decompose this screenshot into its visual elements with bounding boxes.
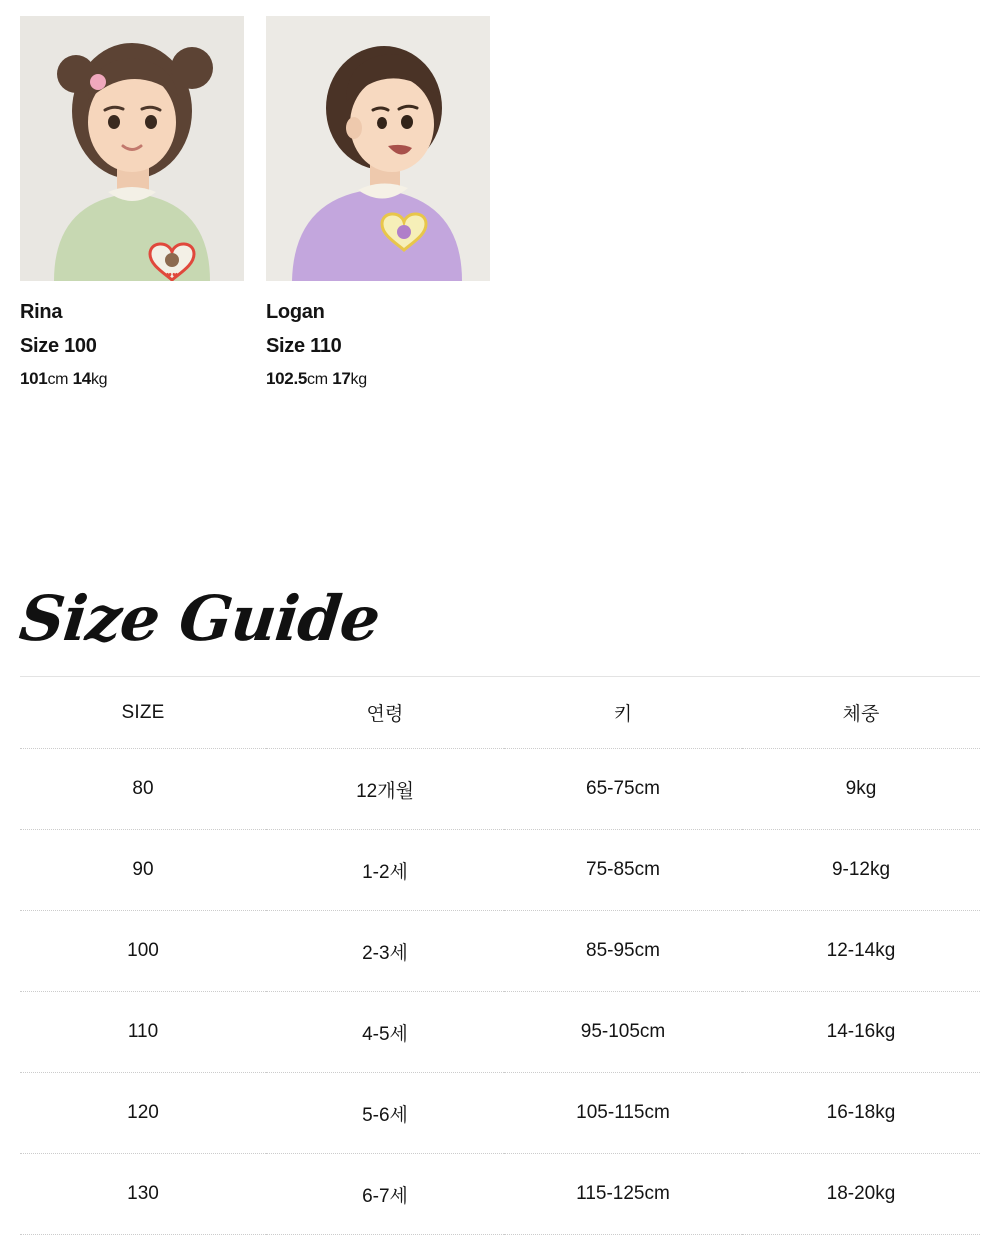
cell-size: 110 — [20, 992, 266, 1073]
model-name: Logan — [266, 301, 325, 323]
table-row — [20, 1073, 980, 1154]
page-title: Size Guide — [16, 582, 383, 655]
cell-weight: 9kg — [742, 749, 980, 830]
model-size-label: Size — [20, 335, 59, 357]
cell-size: 130 — [20, 1154, 266, 1235]
cell-size: 120 — [20, 1073, 266, 1154]
cell-size: 90 — [20, 830, 266, 911]
model-card-list — [20, 16, 490, 389]
model-weight-value: 14 — [72, 369, 91, 388]
model-size-value: 100 — [64, 335, 97, 357]
cell-age: 2-3세 — [266, 911, 504, 992]
cell-size: 100 — [20, 911, 266, 992]
svg-text:♥♥: ♥♥ — [165, 272, 179, 280]
model-height-unit: cm — [47, 371, 69, 388]
cell-age: 6-7세 — [266, 1154, 504, 1235]
table-header-row — [20, 677, 980, 749]
model-weight-unit: kg — [350, 371, 367, 388]
model-size — [20, 335, 244, 358]
cell-age: 5-6세 — [266, 1073, 504, 1154]
model-size — [266, 335, 490, 358]
cell-weight: 16-18kg — [742, 1073, 980, 1154]
table-row — [20, 749, 980, 830]
table-row — [20, 992, 980, 1073]
cell-age: 1-2세 — [266, 830, 504, 911]
cell-weight: 12-14kg — [742, 911, 980, 992]
child-model-photo-logan — [266, 16, 490, 281]
model-measurements — [266, 369, 490, 389]
model-size-value: 110 — [310, 335, 342, 357]
table-row — [20, 1154, 980, 1235]
model-height-unit: cm — [307, 371, 328, 388]
model-card — [20, 16, 244, 389]
cell-age: 12개월 — [266, 749, 504, 830]
model-size-label: Size — [266, 335, 305, 357]
cell-height: 65-75cm — [504, 749, 742, 830]
column-header-age: 연령 — [266, 677, 504, 749]
cell-height: 75-85cm — [504, 830, 742, 911]
model-name: Rina — [20, 301, 63, 323]
model-measurements — [20, 369, 244, 389]
cell-height: 105-115cm — [504, 1073, 742, 1154]
column-header-size: SIZE — [20, 677, 266, 749]
cell-weight: 14-16kg — [742, 992, 980, 1073]
cell-weight: 9-12kg — [742, 830, 980, 911]
table-row — [20, 830, 980, 911]
model-weight-unit: kg — [90, 371, 108, 388]
child-model-photo-rina — [20, 16, 244, 281]
cell-age: 4-5세 — [266, 992, 504, 1073]
model-height-value: 101 — [20, 369, 48, 388]
cell-height: 115-125cm — [504, 1154, 742, 1235]
cell-height: 85-95cm — [504, 911, 742, 992]
column-header-weight: 체중 — [742, 677, 980, 749]
cell-height: 95-105cm — [504, 992, 742, 1073]
cell-size: 80 — [20, 749, 266, 830]
cell-weight: 18-20kg — [742, 1154, 980, 1235]
model-card — [266, 16, 490, 389]
size-guide-table — [20, 676, 980, 1235]
table-row — [20, 911, 980, 992]
model-weight-value: 17 — [332, 369, 351, 388]
model-height-value: 102.5 — [266, 369, 308, 388]
column-header-height: 키 — [504, 677, 742, 749]
